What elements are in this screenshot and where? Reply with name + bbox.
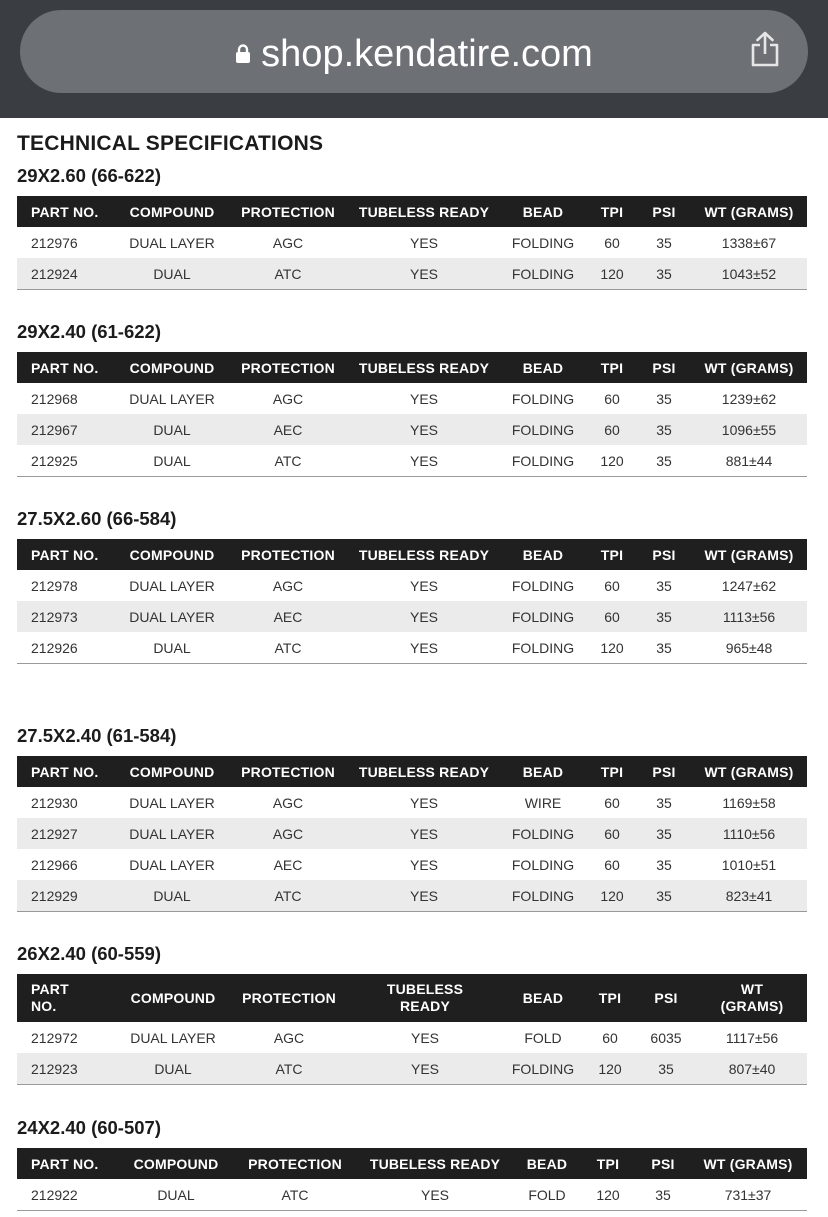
- cell-protection: ATC: [229, 1053, 349, 1085]
- table-header-row: [17, 352, 807, 383]
- cell-part-no: 212929: [17, 880, 117, 912]
- cell-bead: FOLD: [524, 1029, 562, 1046]
- cell-bead: FOLDING: [499, 258, 587, 290]
- cell-protection: AGC: [272, 234, 304, 251]
- column-header-tubeless-ready: TUBELESS READY: [355, 1148, 515, 1179]
- section-title: 27.5X2.40 (61-584): [17, 725, 177, 746]
- cell-tubeless-ready: YES: [409, 577, 438, 594]
- cell-compound: DUAL LAYER: [129, 234, 215, 251]
- cell-tubeless-ready: YES: [349, 1053, 501, 1085]
- column-header-bead: BEAD: [499, 352, 587, 383]
- column-header-part-no: PART NO.: [17, 1148, 117, 1179]
- cell-psi: 6035: [650, 1029, 682, 1046]
- cell-compound: DUAL: [117, 258, 227, 290]
- column-header-compound: COMPOUND: [117, 352, 227, 383]
- column-header-compound: COMPOUND: [117, 1148, 235, 1179]
- cell-tpi: 60: [604, 856, 620, 873]
- column-header-tpi: TPI: [579, 1148, 637, 1179]
- cell-tpi: 60: [587, 601, 637, 632]
- cell-wt-grams: 1043±52: [691, 258, 807, 290]
- column-header-wt-grams: WT (GRAMS): [691, 196, 807, 227]
- cell-compound: DUAL: [117, 1179, 235, 1211]
- cell-tpi: 120: [585, 1053, 635, 1085]
- column-header-wt-grams: WT (GRAMS): [697, 974, 807, 1022]
- column-header-tubeless-ready: TUBELESS READY: [349, 196, 499, 227]
- column-header-compound: COMPOUND: [117, 974, 229, 1022]
- table-row: [17, 1053, 807, 1085]
- column-header-psi: PSI: [637, 756, 691, 787]
- cell-tubeless-ready: YES: [349, 445, 499, 477]
- cell-tpi: 120: [587, 258, 637, 290]
- cell-psi: 35: [656, 794, 672, 811]
- column-header-bead: BEAD: [499, 756, 587, 787]
- cell-wt-grams: 1010±51: [721, 856, 777, 873]
- cell-bead: FOLD: [515, 1179, 579, 1211]
- cell-protection: ATC: [227, 880, 349, 912]
- column-header-part-no: PART NO.: [17, 196, 117, 227]
- table-row: [17, 383, 807, 414]
- cell-tubeless-ready: YES: [409, 856, 438, 873]
- cell-part-no: 212966: [31, 856, 78, 873]
- cell-tpi: 120: [587, 445, 637, 477]
- cell-tpi: 120: [579, 1179, 637, 1211]
- column-header-bead: BEAD: [501, 974, 585, 1022]
- cell-wt-grams: 1117±56: [725, 1029, 779, 1046]
- cell-bead: FOLDING: [499, 445, 587, 477]
- table-row: [17, 227, 807, 258]
- cell-part-no: 212930: [31, 794, 78, 811]
- cell-compound: DUAL LAYER: [129, 390, 215, 407]
- cell-tpi: 60: [604, 234, 620, 251]
- column-header-protection: PROTECTION: [227, 756, 349, 787]
- cell-part-no: 212978: [31, 577, 78, 594]
- column-header-tpi: TPI: [587, 352, 637, 383]
- cell-protection: AEC: [227, 414, 349, 445]
- table-row: [17, 1022, 807, 1053]
- cell-protection: ATC: [227, 258, 349, 290]
- cell-psi: 35: [656, 577, 672, 594]
- table-header-row: [17, 196, 807, 227]
- section-title: 26X2.40 (60-559): [17, 943, 161, 964]
- cell-wt-grams: 1113±56: [691, 601, 807, 632]
- spec-table: [17, 196, 807, 290]
- cell-tpi: 120: [587, 632, 637, 664]
- cell-compound: DUAL LAYER: [117, 601, 227, 632]
- cell-wt-grams: 1169±58: [722, 794, 776, 811]
- spec-table: [17, 974, 807, 1085]
- cell-psi: 35: [637, 1179, 689, 1211]
- cell-wt-grams: 965±48: [691, 632, 807, 664]
- cell-tubeless-ready: YES: [409, 794, 438, 811]
- cell-bead: WIRE: [524, 794, 562, 811]
- column-header-compound: COMPOUND: [117, 539, 227, 570]
- column-header-compound: COMPOUND: [117, 756, 227, 787]
- cell-tpi: 60: [587, 818, 637, 849]
- column-header-tpi: TPI: [587, 756, 637, 787]
- table-row: [17, 787, 807, 818]
- column-header-part-no: PART NO.: [17, 352, 117, 383]
- column-header-psi: PSI: [637, 1148, 689, 1179]
- table-row: [17, 632, 807, 664]
- cell-part-no: 212976: [31, 234, 78, 251]
- cell-bead: FOLDING: [511, 234, 575, 251]
- url-display[interactable]: [20, 34, 808, 76]
- cell-compound: DUAL LAYER: [129, 856, 215, 873]
- section-title: 27.5X2.60 (66-584): [17, 508, 177, 529]
- column-header-tubeless-ready: TUBELESS READY: [349, 352, 499, 383]
- cell-wt-grams: 731±37: [689, 1179, 807, 1211]
- column-header-tubeless-ready: TUBELESS READY: [349, 539, 499, 570]
- cell-part-no: 212926: [17, 632, 117, 664]
- cell-bead: FOLDING: [499, 818, 587, 849]
- cell-tubeless-ready: YES: [349, 414, 499, 445]
- column-header-protection: PROTECTION: [227, 539, 349, 570]
- cell-wt-grams: 1096±55: [691, 414, 807, 445]
- cell-compound: DUAL: [117, 880, 227, 912]
- spec-table: [17, 1148, 807, 1211]
- cell-psi: 35: [637, 258, 691, 290]
- cell-wt-grams: 1110±56: [691, 818, 807, 849]
- cell-tpi: 120: [587, 880, 637, 912]
- cell-protection: AGC: [272, 794, 304, 811]
- cell-wt-grams: 807±40: [697, 1053, 807, 1085]
- column-header-part-no: PART NO.: [17, 974, 117, 1022]
- cell-wt-grams: 881±44: [691, 445, 807, 477]
- column-header-protection: PROTECTION: [229, 974, 349, 1022]
- cell-compound: DUAL: [117, 632, 227, 664]
- cell-protection: AGC: [272, 390, 304, 407]
- cell-tubeless-ready: YES: [410, 1029, 439, 1046]
- cell-part-no: 212968: [31, 390, 78, 407]
- cell-psi: 35: [635, 1053, 697, 1085]
- cell-protection: AEC: [227, 601, 349, 632]
- cell-wt-grams: 1247±62: [721, 577, 777, 594]
- table-row: [17, 570, 807, 601]
- cell-bead: FOLDING: [501, 1053, 585, 1085]
- cell-part-no: 212972: [31, 1029, 78, 1046]
- cell-psi: 35: [637, 601, 691, 632]
- cell-protection: AGC: [272, 577, 304, 594]
- column-header-compound: COMPOUND: [117, 196, 227, 227]
- cell-part-no: 212924: [17, 258, 117, 290]
- table-row: [17, 601, 807, 632]
- column-header-wt-grams: WT (GRAMS): [691, 756, 807, 787]
- cell-bead: FOLDING: [499, 601, 587, 632]
- url-text: shop.kendatire.com: [261, 33, 593, 75]
- cell-psi: 35: [656, 234, 672, 251]
- column-header-tpi: TPI: [587, 539, 637, 570]
- cell-protection: ATC: [235, 1179, 355, 1211]
- table-row: [17, 258, 807, 290]
- cell-bead: FOLDING: [511, 856, 575, 873]
- column-header-bead: BEAD: [499, 196, 587, 227]
- spec-table: [17, 352, 807, 477]
- cell-compound: DUAL LAYER: [130, 1029, 216, 1046]
- table-row: [17, 445, 807, 477]
- column-header-protection: PROTECTION: [235, 1148, 355, 1179]
- column-header-bead: BEAD: [515, 1148, 579, 1179]
- table-row: [17, 414, 807, 445]
- cell-compound: DUAL LAYER: [117, 818, 227, 849]
- cell-part-no: 212967: [17, 414, 117, 445]
- cell-part-no: 212925: [17, 445, 117, 477]
- column-header-tpi: TPI: [585, 974, 635, 1022]
- cell-part-no: 212973: [17, 601, 117, 632]
- cell-bead: FOLDING: [511, 390, 575, 407]
- cell-tubeless-ready: YES: [349, 880, 499, 912]
- cell-tpi: 60: [604, 794, 620, 811]
- column-header-psi: PSI: [637, 352, 691, 383]
- cell-compound: DUAL LAYER: [129, 577, 215, 594]
- spec-table: [17, 539, 807, 664]
- share-icon[interactable]: [750, 30, 780, 73]
- cell-psi: 35: [637, 632, 691, 664]
- table-header-row: [17, 974, 807, 1022]
- spec-table: [17, 756, 807, 912]
- address-bar[interactable]: [20, 10, 808, 93]
- cell-psi: 35: [637, 818, 691, 849]
- cell-compound: DUAL LAYER: [129, 794, 215, 811]
- cell-psi: 35: [637, 445, 691, 477]
- cell-bead: FOLDING: [499, 414, 587, 445]
- cell-protection: AGC: [227, 818, 349, 849]
- cell-part-no: 212922: [17, 1179, 117, 1211]
- cell-tubeless-ready: YES: [349, 258, 499, 290]
- cell-psi: 35: [637, 880, 691, 912]
- cell-part-no: 212927: [17, 818, 117, 849]
- cell-wt-grams: 1239±62: [721, 390, 777, 407]
- cell-tubeless-ready: YES: [349, 601, 499, 632]
- lock-icon: [235, 32, 251, 72]
- cell-tubeless-ready: YES: [355, 1179, 515, 1211]
- cell-psi: 35: [637, 414, 691, 445]
- table-header-row: [17, 539, 807, 570]
- cell-tubeless-ready: YES: [349, 632, 499, 664]
- cell-wt-grams: 823±41: [691, 880, 807, 912]
- column-header-protection: PROTECTION: [227, 352, 349, 383]
- cell-tpi: 60: [602, 1029, 618, 1046]
- section-title: 29X2.60 (66-622): [17, 165, 161, 186]
- cell-bead: FOLDING: [499, 632, 587, 664]
- cell-protection: ATC: [227, 632, 349, 664]
- section-title: 24X2.40 (60-507): [17, 1117, 161, 1138]
- table-row: [17, 1179, 807, 1211]
- column-header-wt-grams: WT (GRAMS): [691, 539, 807, 570]
- column-header-psi: PSI: [637, 539, 691, 570]
- cell-compound: DUAL: [117, 1053, 229, 1085]
- column-header-wt-grams: WT (GRAMS): [691, 352, 807, 383]
- cell-tpi: 60: [587, 414, 637, 445]
- column-header-tubeless-ready: TUBELESS READY: [349, 974, 501, 1022]
- page-title: TECHNICAL SPECIFICATIONS: [17, 132, 324, 155]
- cell-bead: FOLDING: [511, 577, 575, 594]
- browser-toolbar: [0, 0, 828, 118]
- cell-protection: AEC: [273, 856, 303, 873]
- cell-protection: AGC: [273, 1029, 305, 1046]
- column-header-protection: PROTECTION: [227, 196, 349, 227]
- column-header-part-no: PART NO.: [17, 539, 117, 570]
- cell-wt-grams: 1338±67: [721, 234, 777, 251]
- cell-psi: 35: [656, 856, 672, 873]
- column-header-psi: PSI: [637, 196, 691, 227]
- cell-tubeless-ready: YES: [409, 234, 438, 251]
- cell-bead: FOLDING: [499, 880, 587, 912]
- table-row: [17, 818, 807, 849]
- cell-compound: DUAL: [117, 414, 227, 445]
- cell-tubeless-ready: YES: [349, 818, 499, 849]
- column-header-bead: BEAD: [499, 539, 587, 570]
- cell-psi: 35: [656, 390, 672, 407]
- table-header-row: [17, 756, 807, 787]
- table-header-row: [17, 1148, 807, 1179]
- cell-compound: DUAL: [117, 445, 227, 477]
- table-row: [17, 849, 807, 880]
- table-row: [17, 880, 807, 912]
- column-header-psi: PSI: [635, 974, 697, 1022]
- cell-tpi: 60: [604, 390, 620, 407]
- cell-protection: ATC: [227, 445, 349, 477]
- cell-tpi: 60: [604, 577, 620, 594]
- column-header-tpi: TPI: [587, 196, 637, 227]
- column-header-part-no: PART NO.: [17, 756, 117, 787]
- column-header-tubeless-ready: TUBELESS READY: [349, 756, 499, 787]
- section-title: 29X2.40 (61-622): [17, 321, 161, 342]
- cell-part-no: 212923: [17, 1053, 117, 1085]
- column-header-wt-grams: WT (GRAMS): [689, 1148, 807, 1179]
- cell-tubeless-ready: YES: [409, 390, 438, 407]
